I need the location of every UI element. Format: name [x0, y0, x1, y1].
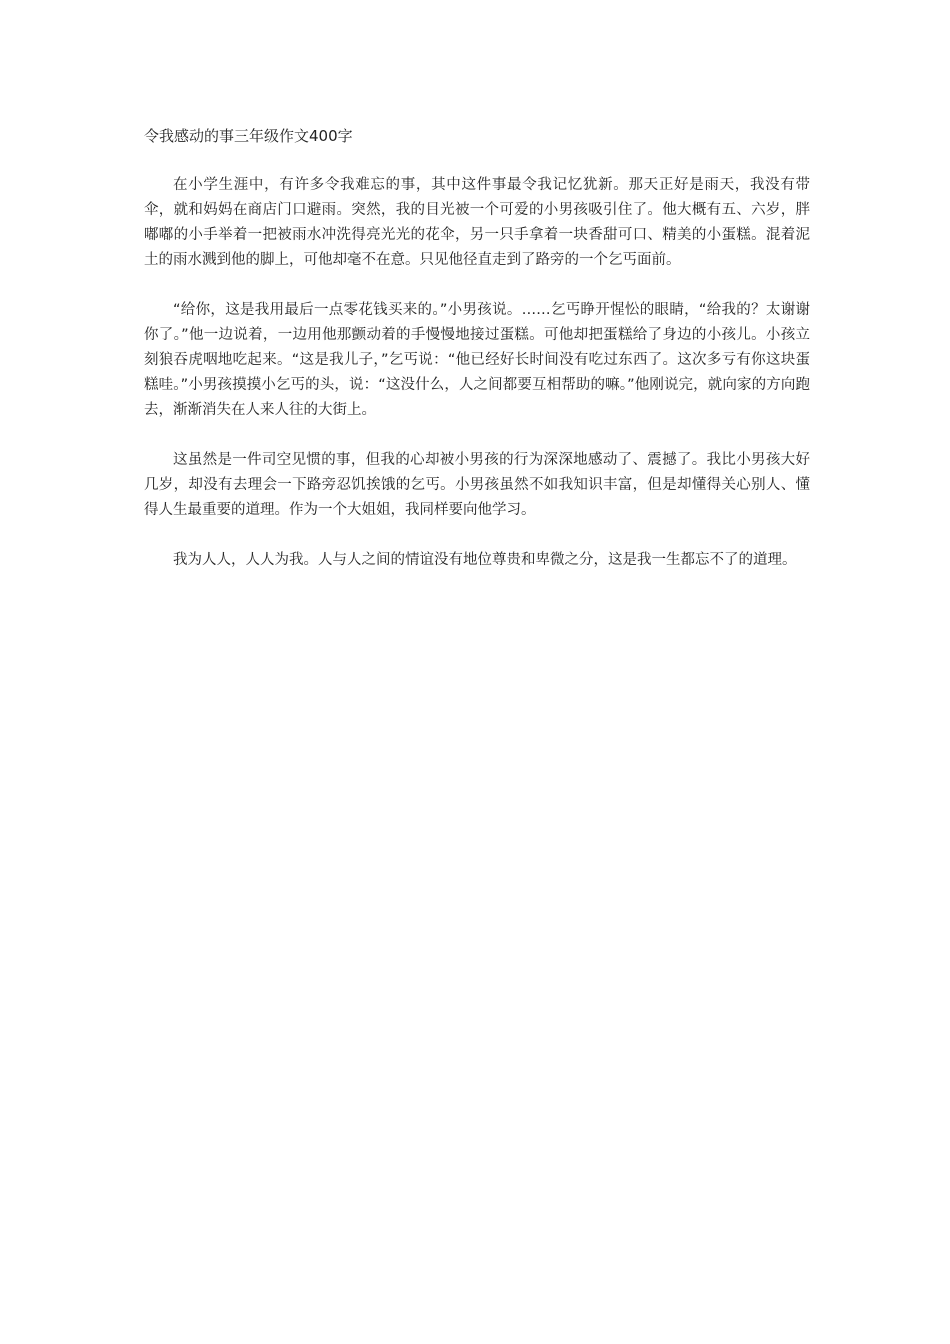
article-title: 令我感动的事三年级作文400字: [144, 127, 353, 145]
paragraph-4: 我为人人，人人为我。人与人之间的情谊没有地位尊贵和卑微之分，这是我一生都忘不了的道理。: [173, 552, 797, 568]
paragraph-3: 这虽然是一件司空见惯的事，但我的心却被小男孩的行为深深地感动了、震撼了。我比小男孩大好几岁，却没有去理会一下路旁忍饥挨饿的乞丐。小男孩虽然不如我知识丰富，但是却懂得关心别人、懂得人生最重要的道理。作为一个大姐姐，我同样要向他学习。: [144, 452, 810, 518]
paragraph-1: 在小学生涯中，有许多令我难忘的事，其中这件事最令我记忆犹新。那天正好是雨天，我没有带伞，就和妈妈在商店门口避雨。突然，我的目光被一个可爱的小男孩吸引住了。他大概有五、六岁，胖嘟嘟的小手举着一把被雨水冲洗得亮光光的花伞，另一只手拿着一块香甜可口、精美的小蛋糕。混着泥土的雨水溅到他的脚上，可他却毫不在意。只见他径直走到了路旁的一个乞丐面前。: [144, 177, 810, 268]
paragraph-2: “给你，这是我用最后一点零花钱买来的。”小男孩说。……乞丐睁开惺忪的眼睛，“给我的？太谢谢你了。”他一边说着，一边用他那颤动着的手慢慢地接过蛋糕。可他却把蛋糕给了身边的小孩儿。小孩立刻狼吞虎咽地吃起来。“这是我儿子，”乞丐说：“他已经好长时间没有吃过东西了。这次多亏有你这块蛋糕哇。”小男孩摸摸小乞丐的头，说：“这没什么，人之间都要互相帮助的嘛。”他刚说完，就向家的方向跑去，渐渐消失在人来人往的大街上。: [144, 302, 810, 418]
article-body: [144, 124, 810, 598]
